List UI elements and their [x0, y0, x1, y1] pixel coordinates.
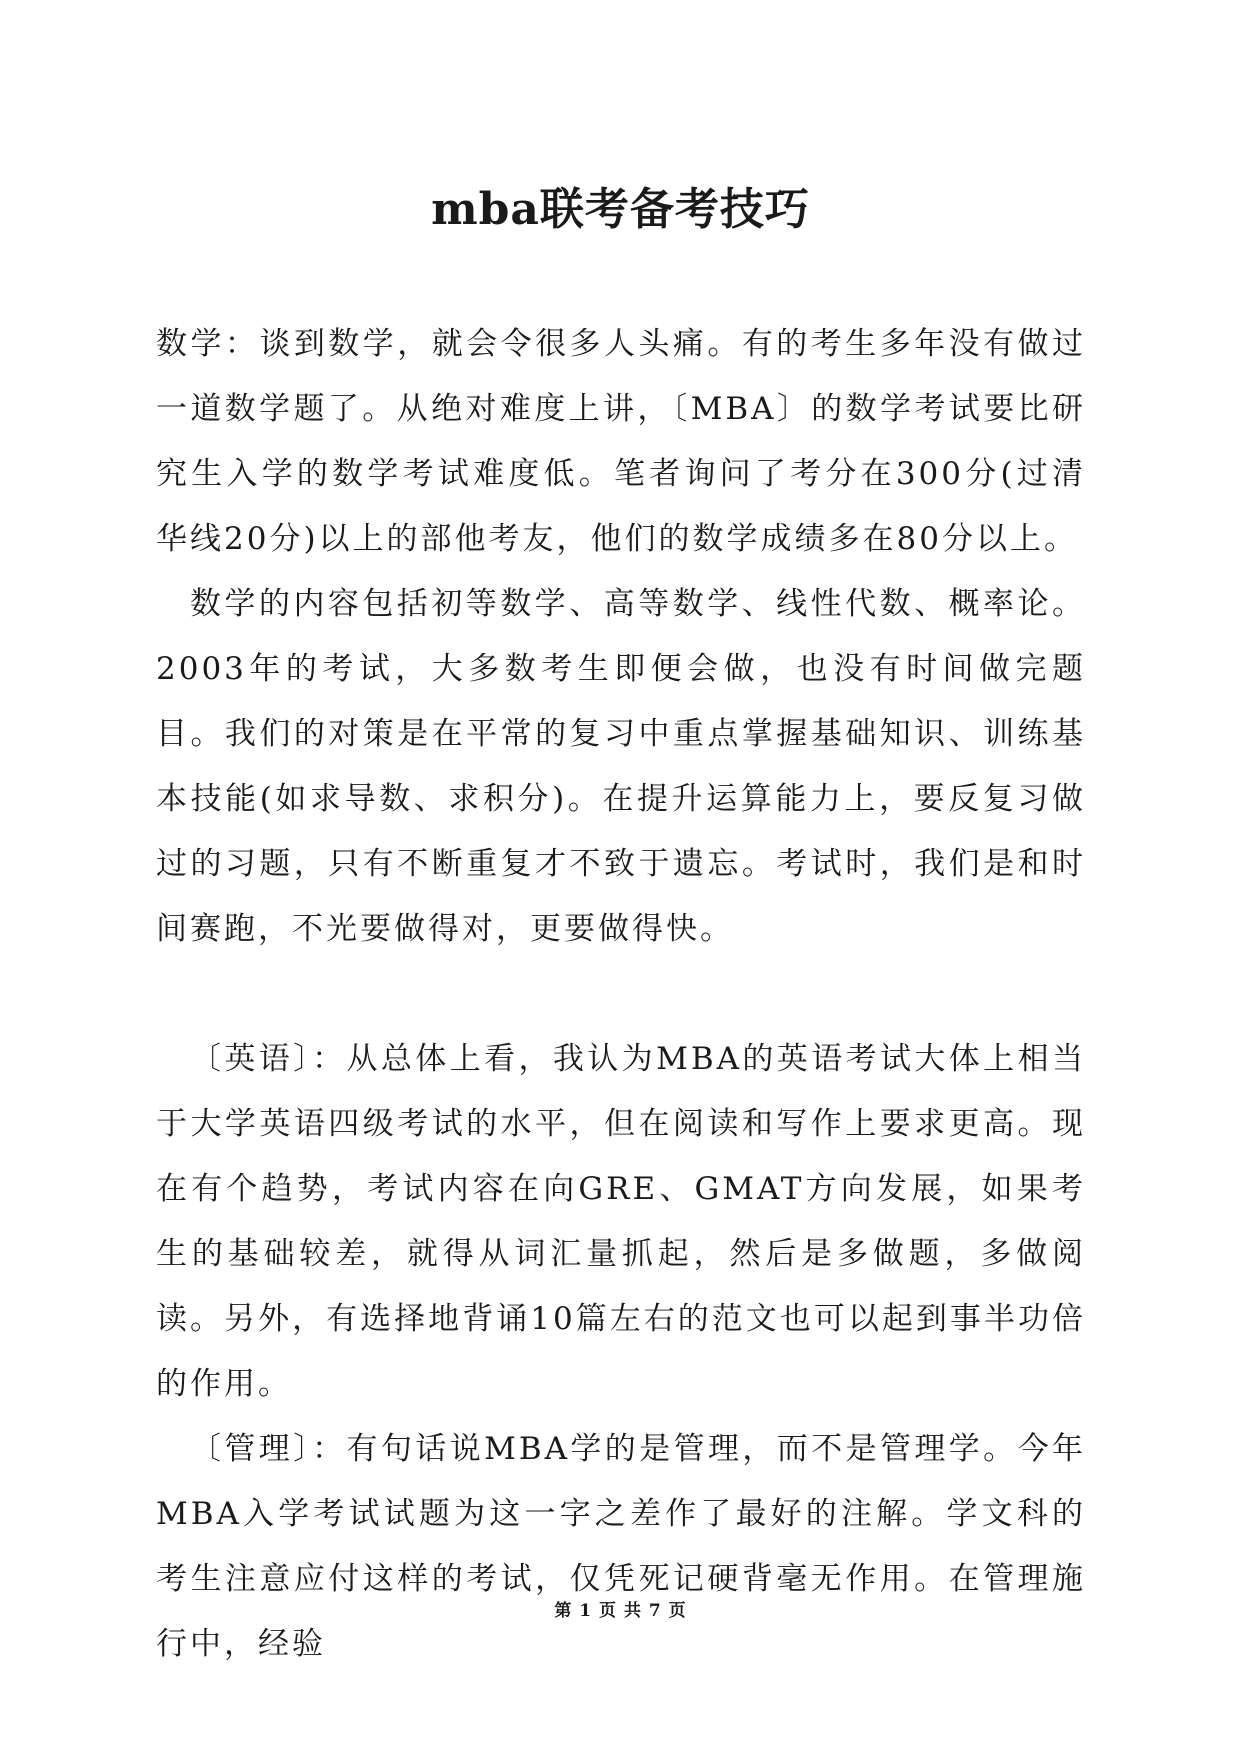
paragraph-management: 〔管理〕：有句话说MBA学的是管理，而不是管理学。今年MBA入学考试试题为这一字之差作了最好的注解。学文科的考生注意应付这样的考试，仅凭死记硬背毫无作用。在管理施行中，经验 — [156, 1431, 1086, 1662]
paragraph-english: 〔英语〕：从总体上看，我认为MBA的英语考试大体上相当于大学英语四级考试的水平，但在阅读和写作上要求更高。现在有个趋势，考试内容在向GRE、GMAT方向发展，如果考生的基础较差，就得从词汇量抓起，然后是多做题，多做阅读。另外，有选择地背诵10篇左右的范文也可以起到事半功倍的作用。 — [156, 1041, 1086, 1402]
document-body — [156, 312, 1086, 1677]
page-footer: 第 1 页 共 7 页 — [554, 1601, 687, 1621]
paragraph-math-intro: 数学：谈到数学，就会令很多人头痛。有的考生多年没有做过一道数学题了。从绝对难度上讲，〔MBA〕的数学考试要比研究生入学的数学考试难度低。笔者询问了考分在300分(过清华线20分)以上的部他考友，他们的数学成绩多在80分以上。 — [156, 326, 1086, 557]
paragraph-gap — [156, 962, 1086, 1027]
document-title: mba联考备考技巧 — [431, 184, 810, 235]
paragraph-math-content: 数学的内容包括初等数学、高等数学、线性代数、概率论。2003年的考试，大多数考生即便会做，也没有时间做完题目。我们的对策是在平常的复习中重点掌握基础知识、训练基本技能(如求导数、求积分)。在提升运算能力上，要反复习做过的习题，只有不断重复才不致于遗忘。考试时，我们是和时间赛跑，不光要做得对，更要做得快。 — [156, 586, 1086, 947]
